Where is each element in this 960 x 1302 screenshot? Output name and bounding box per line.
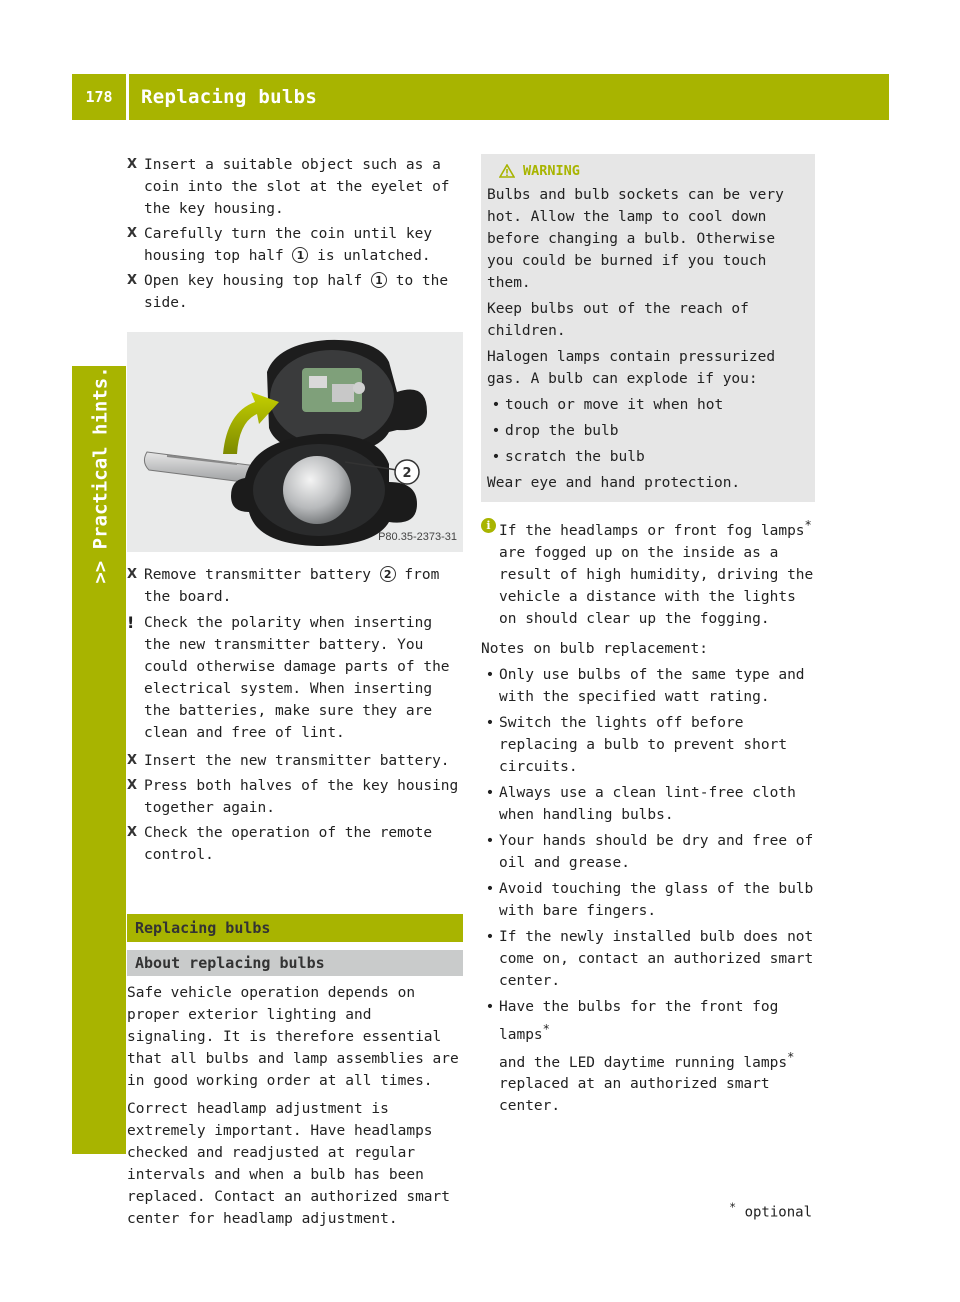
step-text: Carefully turn the coin until key housing top half — [144, 226, 433, 264]
page-title: Replacing bulbs — [141, 86, 318, 108]
warning-triangle-icon — [499, 164, 515, 178]
page-header — [72, 74, 889, 120]
optional-star: * — [542, 1021, 550, 1036]
step-arrow-icon: X — [127, 157, 138, 172]
warning-title: WARNING — [523, 163, 580, 179]
step-arrow-icon: X — [127, 753, 138, 768]
warning-text: Keep bulbs out of the reach of children. — [487, 301, 749, 339]
step-insert-coin — [127, 154, 463, 220]
exclamation-icon: ! — [127, 613, 135, 632]
step-remove-battery — [127, 564, 463, 608]
step-check-remote — [127, 822, 463, 866]
warning-bullet: • drop the bulb — [491, 423, 619, 439]
step-text: from the board. — [144, 567, 440, 605]
step-turn-coin — [127, 223, 463, 267]
callout-number: 1 — [292, 247, 308, 263]
step-arrow-icon: X — [127, 273, 138, 288]
info-text: If the headlamps or front fog lamps — [499, 522, 805, 539]
right-column — [481, 154, 815, 1121]
step-arrow-icon: X — [127, 567, 138, 582]
warning-box — [481, 154, 815, 502]
optional-star: * — [729, 1200, 737, 1214]
callout-number: 2 — [380, 566, 396, 582]
step-insert-battery — [127, 750, 463, 772]
list-item: • Only use bulbs of the same type and with the specified watt rating. — [485, 666, 805, 705]
warning-heading — [499, 160, 809, 182]
left-column — [127, 154, 463, 1234]
side-tab-gap — [72, 120, 126, 366]
chapter-tab-label: >> Practical hints. — [90, 366, 112, 584]
step-open-housing — [127, 270, 463, 314]
list-item: • Have the bulbs for the front fog lamps* and the LED daytime running lamps* replaced at an authorized smart center. — [485, 998, 795, 1115]
warning-bullet: • touch or move it when hot — [491, 397, 724, 413]
figure-code: P80.35-2373-31 — [378, 531, 457, 543]
step-text: Press both halves of the key housing together again. — [144, 778, 459, 816]
warning-text: Wear eye and hand protection. — [487, 475, 741, 491]
paragraph: Safe vehicle operation depends on proper exterior lighting and signaling. It is therefore essential that all bulbs and lamp assemblies are in good working order at all times. — [127, 985, 459, 1089]
chapter-tab — [81, 366, 121, 584]
step-text: Insert a suitable object such as a coin into the slot at the eyelet of the key housing. — [144, 157, 450, 217]
caution-note — [127, 612, 463, 744]
step-arrow-icon: X — [127, 778, 138, 793]
section-heading: Replacing bulbs — [127, 914, 463, 942]
footer-optional-note: * optional — [729, 1200, 812, 1221]
caution-text: Check the polarity when inserting the new transmitter battery. You could otherwise damage parts of the electrical system. When inserting the batteries, make sure they are clean and free of lint. — [144, 615, 450, 741]
step-text: Check the operation of the remote control. — [144, 825, 433, 863]
list-item: • Always use a clean lint-free cloth when handling bulbs. — [485, 784, 796, 823]
key-housing-illustration — [127, 332, 463, 552]
step-press-halves — [127, 775, 463, 819]
info-text: are fogged up on the inside as a result of high humidity, driving the vehicle a distance with the lights on should clear up the fogging. — [499, 544, 814, 627]
info-icon: i — [481, 518, 496, 533]
optional-star: * — [787, 1049, 795, 1064]
step-arrow-icon: X — [127, 226, 138, 241]
step-text: Insert the new transmitter battery. — [144, 753, 450, 769]
optional-star: * — [804, 518, 812, 532]
step-text: Open key housing top half — [144, 273, 371, 289]
step-text: to the side. — [144, 273, 449, 311]
callout-number: 2 — [402, 466, 412, 481]
warning-bullet: • scratch the bulb — [491, 449, 645, 465]
step-arrow-icon: X — [127, 825, 138, 840]
subsection-heading: About replacing bulbs — [127, 950, 463, 976]
page-number: 178 — [85, 88, 113, 106]
key-housing-figure — [127, 332, 463, 552]
list-item: • Avoid touching the glass of the bulb with bare fingers. — [485, 880, 814, 919]
warning-text: Halogen lamps contain pressurized gas. A bulb can explode if you: — [487, 349, 776, 387]
paragraph: Correct headlamp adjustment is extremely important. Have headlamps checked and readjusted at regular intervals and when a bulb has been replaced. Contact an authorized smart center for headlamp adjustment. — [127, 1101, 451, 1227]
step-text: Remove transmitter battery — [144, 567, 380, 583]
notes-title: Notes on bulb replacement: — [481, 640, 708, 657]
info-note — [481, 514, 815, 630]
list-item: • Switch the lights off before replacing a bulb to prevent short circuits. — [485, 714, 788, 775]
warning-text: Bulbs and bulb sockets can be very hot. Allow the lamp to cool down before changing a bulb. Otherwise you could be burned if you touch them. — [487, 187, 784, 291]
callout-number: 1 — [371, 272, 387, 288]
list-item: • Your hands should be dry and free of oil and grease. — [485, 832, 814, 871]
step-text: is unlatched. — [308, 248, 431, 264]
list-item: • If the newly installed bulb does not come on, contact an authorized smart center. — [485, 928, 814, 989]
